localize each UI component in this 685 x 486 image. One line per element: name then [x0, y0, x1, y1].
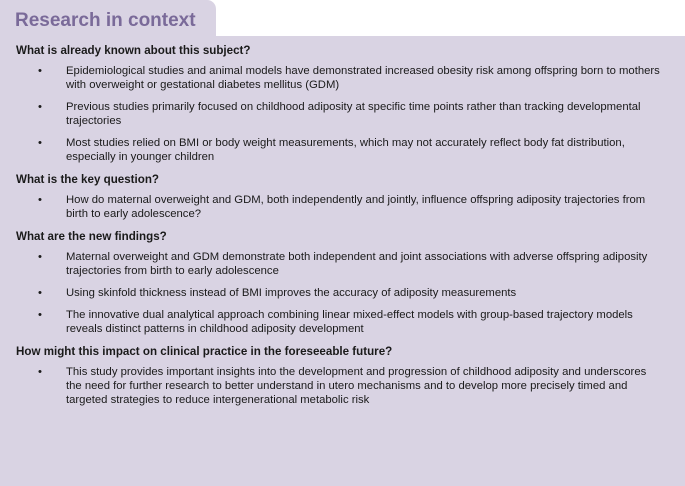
section-heading: What are the new findings? [16, 230, 167, 243]
bullet-icon: • [38, 251, 42, 263]
bullet-list [16, 193, 665, 221]
section-new-findings [16, 229, 665, 336]
bullet-text: Previous studies primarily focused on childhood adiposity at specific time points rather than tracking developmental trajectories [66, 101, 641, 127]
bullet-item [16, 250, 665, 278]
bullet-text: The innovative dual analytical approach combining linear mixed-effect models with group-based trajectory models reveals distinct patterns in childhood adiposity development [66, 309, 633, 335]
bullet-icon: • [38, 287, 42, 299]
bullet-icon: • [38, 309, 42, 321]
bullet-list [16, 64, 665, 164]
bullet-icon: • [38, 194, 42, 206]
research-in-context-panel [0, 36, 685, 486]
bullet-text: This study provides important insights into the development and progression of childhood adiposity and underscores the need for further research to better understand in utero mechanisms and to develop more precisely timed and targeted strategies to reduce intergenerational metabolic risk [66, 366, 647, 406]
section-heading: How might this impact on clinical practice in the foreseeable future? [16, 345, 393, 358]
section-heading: What is the key question? [16, 173, 160, 186]
section-key-question [16, 172, 665, 221]
bullet-text: Maternal overweight and GDM demonstrate both independent and joint associations with adverse offspring adiposity trajectories from birth to early adolescence [66, 251, 648, 277]
bullet-text: Using skinfold thickness instead of BMI improves the accuracy of adiposity measurements [66, 287, 517, 299]
box-title: Research in context [15, 10, 196, 31]
bullet-icon: • [38, 101, 42, 113]
bullet-item [16, 286, 665, 300]
bullet-icon: • [38, 366, 42, 378]
bullet-item [16, 365, 665, 407]
bullet-item [16, 136, 665, 164]
bullet-item [16, 193, 665, 221]
section-clinical-impact [16, 344, 665, 407]
bullet-text: Most studies relied on BMI or body weight measurements, which may not accurately reflect body fat distribution, especially in younger children [66, 137, 625, 163]
bullet-list [16, 365, 665, 407]
bullet-item [16, 64, 665, 92]
bullet-text: How do maternal overweight and GDM, both independently and jointly, influence offspring adiposity trajectories from birth to early adolescence? [66, 194, 646, 220]
bullet-item [16, 308, 665, 336]
research-in-context-tab [0, 0, 216, 36]
section-heading: What is already known about this subject? [16, 44, 251, 57]
bullet-list [16, 250, 665, 336]
bullet-icon: • [38, 65, 42, 77]
bullet-icon: • [38, 137, 42, 149]
bullet-text: Epidemiological studies and animal models have demonstrated increased obesity risk among offspring born to mothers with overweight or gestational diabetes mellitus (GDM) [66, 65, 660, 91]
section-known [16, 43, 665, 164]
bullet-item [16, 100, 665, 128]
